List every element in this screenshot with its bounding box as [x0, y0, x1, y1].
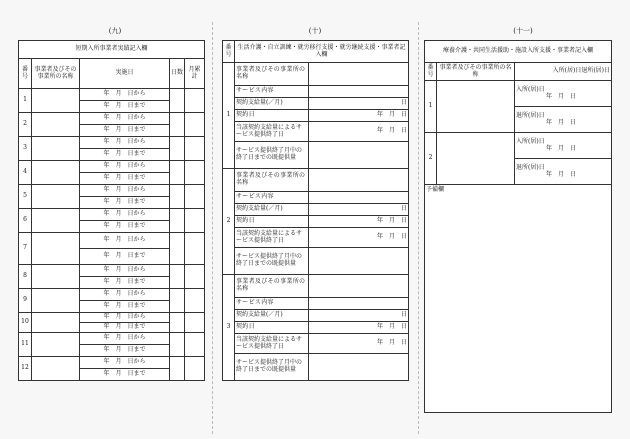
contract-amount-unit: 日	[309, 98, 409, 110]
contract-row	[223, 216, 409, 228]
record-row	[19, 137, 205, 149]
service-end-date-value: 年 月 日	[309, 334, 409, 354]
provider-name-cell[interactable]	[32, 333, 80, 357]
date-from: 年 月 日から	[80, 113, 170, 125]
monthly-total-cell[interactable]	[185, 333, 205, 357]
row-number: 3	[19, 137, 32, 161]
provider-name-label: 事業者及びその事業所の名称	[235, 63, 309, 86]
days-cell[interactable]	[170, 289, 185, 313]
days-cell[interactable]	[170, 185, 185, 209]
record-row	[19, 161, 205, 173]
date-from: 年 月 日から	[80, 357, 170, 369]
monthly-total-cell[interactable]	[185, 185, 205, 209]
record-row	[19, 89, 205, 101]
provided-amount-label: サービス提供終了月中の終了日までの既提供量	[235, 142, 309, 169]
entry-label: 入所(居)日	[516, 137, 545, 145]
contract-date-value: 年 月 日	[309, 110, 409, 122]
date-from: 年 月 日から	[80, 289, 170, 301]
contract-row	[223, 354, 409, 381]
exit-label: 退所(居)日	[516, 163, 545, 171]
contract-amount-label: 契約支給量(／月)	[235, 98, 309, 110]
contract-date-value: 年 月 日	[309, 216, 409, 228]
contract-amount-label: 契約支給量(／月)	[235, 310, 309, 322]
days-cell[interactable]	[170, 161, 185, 185]
panel-11-table	[424, 40, 612, 413]
row-number: 2	[425, 133, 437, 185]
contract-row	[223, 122, 409, 142]
contract-row	[223, 142, 409, 169]
row-number: 6	[19, 209, 32, 233]
contract-row	[223, 334, 409, 354]
date-to: 年 月 日まで	[80, 249, 170, 265]
service-value[interactable]	[309, 298, 409, 310]
panel-10-table	[222, 40, 409, 381]
date-from: 年 月 日から	[80, 265, 170, 277]
date-to: 年 月 日まで	[80, 149, 170, 161]
record-row	[19, 333, 205, 345]
provider-name-cell[interactable]	[32, 113, 80, 137]
provided-amount-value[interactable]	[309, 142, 409, 169]
contract-amount-unit: 日	[309, 204, 409, 216]
exit-label: 退所(居)日	[516, 111, 545, 119]
reserve-label: 予備欄	[426, 186, 445, 193]
provider-name-cell[interactable]	[437, 133, 515, 185]
provider-name-cell[interactable]	[32, 209, 80, 233]
facility-row	[425, 81, 612, 107]
panel-10-title: 生活介護・自立訓練・就労移行支援・就労継続支援・事業者記入欄	[235, 41, 409, 63]
contract-row	[223, 322, 409, 334]
header-number: 番号	[223, 41, 235, 63]
service-end-date-label: 当該契約支給量によるサービス提供終了日	[235, 122, 309, 142]
date-to: 年 月 日まで	[80, 277, 170, 289]
header-number: 番号	[425, 63, 437, 81]
fold-line-left	[212, 22, 213, 434]
date-to: 年 月 日まで	[80, 197, 170, 209]
contract-row	[223, 192, 409, 204]
service-end-date-label: 当該契約支給量によるサービス提供終了日	[235, 334, 309, 354]
days-cell[interactable]	[170, 209, 185, 233]
monthly-total-cell[interactable]	[185, 289, 205, 313]
record-row	[19, 289, 205, 301]
contract-block	[223, 275, 409, 298]
date-from: 年 月 日から	[80, 89, 170, 101]
contract-row	[223, 298, 409, 310]
header-number: 番号	[19, 59, 32, 89]
provider-name-cell[interactable]	[32, 233, 80, 265]
monthly-total-cell[interactable]	[185, 113, 205, 137]
exit-date-value: 年 月 日	[546, 118, 577, 126]
record-row	[19, 185, 205, 197]
entry-date-value: 年 月 日	[546, 144, 577, 152]
monthly-total-cell[interactable]	[185, 233, 205, 265]
panel-11-number: (十一)	[513, 27, 533, 35]
entry-date-cell[interactable]	[515, 133, 612, 159]
date-from: 年 月 日から	[80, 137, 170, 149]
panel-9-number: (九)	[108, 27, 122, 35]
provider-name-cell[interactable]	[437, 81, 515, 133]
header-implementation-date: 実施日	[80, 59, 170, 89]
provider-name-cell[interactable]	[32, 137, 80, 161]
record-row	[19, 209, 205, 221]
date-to: 年 月 日まで	[80, 323, 170, 333]
fold-line-right	[418, 22, 419, 434]
days-cell[interactable]	[170, 313, 185, 333]
monthly-total-cell[interactable]	[185, 357, 205, 381]
header-provider-name: 事業者及びその事業所の名称	[32, 59, 80, 89]
date-to: 年 月 日まで	[80, 221, 170, 233]
service-label: サービス内容	[235, 86, 309, 98]
entry-date-cell[interactable]	[515, 81, 612, 107]
provider-name-value[interactable]	[309, 169, 409, 192]
monthly-total-cell[interactable]	[185, 265, 205, 289]
days-cell[interactable]	[170, 233, 185, 265]
provider-name-cell[interactable]	[32, 357, 80, 381]
date-to: 年 月 日まで	[80, 345, 170, 357]
row-number: 8	[19, 265, 32, 289]
contract-date-value: 年 月 日	[309, 322, 409, 334]
provider-name-cell[interactable]	[32, 289, 80, 313]
service-value[interactable]	[309, 86, 409, 98]
date-from: 年 月 日から	[80, 313, 170, 323]
monthly-total-cell[interactable]	[185, 313, 205, 333]
row-number: 10	[19, 313, 32, 333]
provider-name-cell[interactable]	[32, 265, 80, 289]
record-row	[19, 313, 205, 323]
row-number: 11	[19, 333, 32, 357]
contract-row	[223, 98, 409, 110]
contract-row	[223, 228, 409, 248]
service-value[interactable]	[309, 192, 409, 204]
provided-amount-label: サービス提供終了月中の終了日までの既提供量	[235, 248, 309, 275]
provider-name-value[interactable]	[309, 63, 409, 86]
provider-name-cell[interactable]	[32, 313, 80, 333]
contract-row	[223, 110, 409, 122]
days-cell[interactable]	[170, 265, 185, 289]
provider-name-label: 事業者及びその事業所の名称	[235, 169, 309, 192]
contract-date-label: 契約日	[235, 216, 309, 228]
contract-amount-label: 契約支給量(／月)	[235, 204, 309, 216]
record-row	[19, 357, 205, 369]
days-cell[interactable]	[170, 137, 185, 161]
provider-name-label: 事業者及びその事業所の名称	[235, 275, 309, 298]
monthly-total-cell[interactable]	[185, 209, 205, 233]
panel-9-title: 短期入所事業者実績記入欄	[19, 41, 205, 59]
facility-row	[425, 133, 612, 159]
date-to: 年 月 日まで	[80, 369, 170, 381]
reserve-area[interactable]	[425, 185, 612, 413]
provided-amount-label: サービス提供終了月中の終了日までの既提供量	[235, 354, 309, 381]
provider-name-cell[interactable]	[32, 185, 80, 209]
service-label: サービス内容	[235, 298, 309, 310]
provider-name-cell[interactable]	[32, 161, 80, 185]
record-row	[19, 265, 205, 277]
days-cell[interactable]	[170, 113, 185, 137]
panel-9-table	[18, 40, 205, 381]
days-cell[interactable]	[170, 89, 185, 113]
days-cell[interactable]	[170, 333, 185, 357]
entry-label: 入所(居)日	[516, 85, 545, 93]
block-number: 3	[223, 275, 235, 381]
contract-block	[223, 63, 409, 86]
service-end-date-value: 年 月 日	[309, 228, 409, 248]
header-monthly-total: 月累計	[185, 59, 205, 89]
row-number: 2	[19, 113, 32, 137]
date-to: 年 月 日まで	[80, 173, 170, 185]
row-number: 12	[19, 357, 32, 381]
header-days: 日数	[170, 59, 185, 89]
contract-amount-unit: 日	[309, 310, 409, 322]
row-number: 7	[19, 233, 32, 265]
service-end-date-label: 当該契約支給量によるサービス提供終了日	[235, 228, 309, 248]
contract-row	[223, 248, 409, 275]
row-number: 4	[19, 161, 32, 185]
provided-amount-value[interactable]	[309, 354, 409, 381]
date-from: 年 月 日から	[80, 185, 170, 197]
panel-10-number: (十)	[308, 27, 322, 35]
contract-date-label: 契約日	[235, 322, 309, 334]
date-from: 年 月 日から	[80, 209, 170, 221]
date-from: 年 月 日から	[80, 161, 170, 173]
date-to: 年 月 日まで	[80, 125, 170, 137]
header-entry-exit-date: 入所(居)日退所(居)日	[515, 63, 612, 81]
row-number: 5	[19, 185, 32, 209]
provider-name-cell[interactable]	[32, 89, 80, 113]
service-label: サービス内容	[235, 192, 309, 204]
date-to: 年 月 日まで	[80, 101, 170, 113]
contract-row	[223, 204, 409, 216]
service-end-date-value: 年 月 日	[309, 122, 409, 142]
record-row	[19, 113, 205, 125]
date-from: 年 月 日から	[80, 233, 170, 249]
provided-amount-value[interactable]	[309, 248, 409, 275]
exit-date-cell[interactable]	[515, 107, 612, 133]
exit-date-cell[interactable]	[515, 159, 612, 185]
contract-row	[223, 310, 409, 322]
monthly-total-cell[interactable]	[185, 161, 205, 185]
date-from: 年 月 日から	[80, 333, 170, 345]
entry-date-value: 年 月 日	[546, 92, 577, 100]
row-number: 9	[19, 289, 32, 313]
header-provider-name: 事業者及びその事業所の名称	[437, 63, 515, 81]
block-number: 2	[223, 169, 235, 275]
panel-11-title: 療養介護・共同生活援助・施設入所支援・事業者記入欄	[425, 41, 612, 63]
block-number: 1	[223, 63, 235, 169]
provider-name-value[interactable]	[309, 275, 409, 298]
contract-block	[223, 169, 409, 192]
record-row	[19, 233, 205, 249]
row-number: 1	[425, 81, 437, 133]
days-cell[interactable]	[170, 357, 185, 381]
row-number: 1	[19, 89, 32, 113]
date-to: 年 月 日まで	[80, 301, 170, 313]
contract-row	[223, 86, 409, 98]
exit-date-value: 年 月 日	[546, 170, 577, 178]
contract-date-label: 契約日	[235, 110, 309, 122]
monthly-total-cell[interactable]	[185, 137, 205, 161]
monthly-total-cell[interactable]	[185, 89, 205, 113]
